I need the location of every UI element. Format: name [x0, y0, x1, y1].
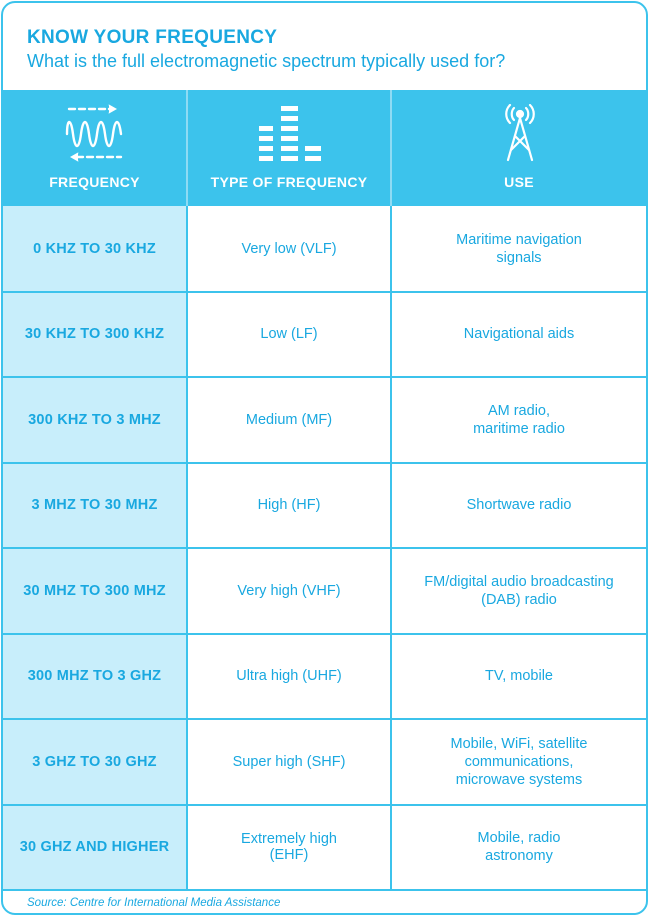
- type-cell-text: Very high (VHF): [237, 582, 341, 599]
- row-divider: [3, 376, 646, 378]
- header-type: [188, 90, 390, 206]
- row-divider: [3, 633, 646, 635]
- row-divider: [3, 547, 646, 549]
- header-divider: [186, 90, 188, 206]
- frequency-cell: [3, 548, 186, 633]
- frequency-cell-text: 30 KHZ TO 300 KHZ: [24, 326, 165, 342]
- use-cell: [392, 805, 646, 890]
- use-cell: [392, 463, 646, 548]
- table-row: [3, 719, 646, 804]
- frequency-cell-text: 3 GHZ TO 30 GHZ: [32, 753, 157, 770]
- use-cell: [392, 719, 646, 804]
- table-row: [3, 548, 646, 633]
- header-frequency: [3, 90, 186, 206]
- header-label-use: USE: [504, 174, 534, 190]
- table-row: [3, 634, 646, 719]
- frequency-cell-text: 30 GHZ AND HIGHER: [19, 839, 170, 855]
- frequency-cell: [3, 805, 186, 890]
- use-cell: [392, 292, 646, 377]
- frequency-cell: [3, 463, 186, 548]
- type-cell: [188, 206, 390, 291]
- use-cell: [392, 377, 646, 462]
- use-cell-text: Shortwave radio: [466, 497, 572, 513]
- use-cell: [392, 548, 646, 633]
- use-cell-text: Mobile, radio astronomy: [477, 830, 561, 864]
- column-divider: [186, 206, 188, 889]
- type-cell: [188, 463, 390, 548]
- use-cell-text: FM/digital audio broadcasting (DAB) radio: [424, 573, 614, 608]
- title-block: [27, 27, 505, 72]
- row-divider: [3, 462, 646, 464]
- wave-arrows-icon: [63, 104, 125, 162]
- type-cell: [188, 377, 390, 462]
- bar-levels-icon: [257, 104, 323, 162]
- source-note: Source: Centre for International Media Assistance: [27, 897, 281, 909]
- type-cell: [188, 719, 390, 804]
- radio-tower-icon: [503, 104, 537, 162]
- frequency-cell: [3, 634, 186, 719]
- type-cell-text: Extremely high (EHF): [241, 831, 337, 863]
- type-cell: [188, 292, 390, 377]
- use-cell-text: AM radio, maritime radio: [473, 402, 565, 437]
- use-cell-text: Navigational aids: [463, 326, 575, 342]
- table-bottom-line: [3, 889, 646, 891]
- header-label-type: TYPE OF FREQUENCY: [210, 174, 368, 190]
- use-cell-text: TV, mobile: [485, 668, 553, 684]
- page-title: KNOW YOUR FREQUENCY: [27, 27, 278, 48]
- table-header: [3, 90, 646, 206]
- table-row: [3, 805, 646, 890]
- type-cell: [188, 548, 390, 633]
- frequency-cell: [3, 377, 186, 462]
- frequency-cell-text: 0 KHZ TO 30 KHZ: [33, 240, 156, 257]
- header-divider: [390, 90, 392, 206]
- use-cell: [392, 206, 646, 291]
- frequency-cell-text: 3 MHZ TO 30 MHZ: [31, 497, 158, 513]
- frequency-cell: [3, 206, 186, 291]
- type-cell-text: Super high (SHF): [232, 753, 346, 770]
- header-label-frequency: FREQUENCY: [49, 174, 140, 190]
- use-cell: [392, 634, 646, 719]
- type-cell-text: Low (LF): [260, 326, 318, 342]
- table-row: [3, 206, 646, 291]
- row-divider: [3, 718, 646, 720]
- type-cell-text: Medium (MF): [245, 411, 333, 428]
- table-row: [3, 463, 646, 548]
- type-cell: [188, 634, 390, 719]
- type-cell: [188, 805, 390, 890]
- frequency-cell-text: 300 MHZ TO 3 GHZ: [27, 668, 162, 684]
- use-cell-text: Maritime navigation signals: [456, 231, 582, 266]
- header-use: [392, 90, 646, 206]
- type-cell-text: High (HF): [257, 497, 321, 513]
- table-row: [3, 292, 646, 377]
- frequency-cell: [3, 292, 186, 377]
- table-row: [3, 377, 646, 462]
- frequency-cell-text: 30 MHZ TO 300 MHZ: [23, 582, 166, 599]
- frequency-card: [1, 1, 648, 915]
- type-cell-text: Very low (VLF): [241, 240, 337, 257]
- page-subtitle: What is the full electromagnetic spectrum typically used for?: [27, 51, 506, 71]
- row-divider: [3, 804, 646, 806]
- type-cell-text: Ultra high (UHF): [236, 668, 342, 684]
- frequency-cell-text: 300 KHZ TO 3 MHZ: [28, 411, 161, 428]
- frequency-cell: [3, 719, 186, 804]
- use-cell-text: Mobile, WiFi, satellite communications, microwave systems: [450, 735, 588, 788]
- row-divider: [3, 291, 646, 293]
- column-divider: [390, 206, 392, 889]
